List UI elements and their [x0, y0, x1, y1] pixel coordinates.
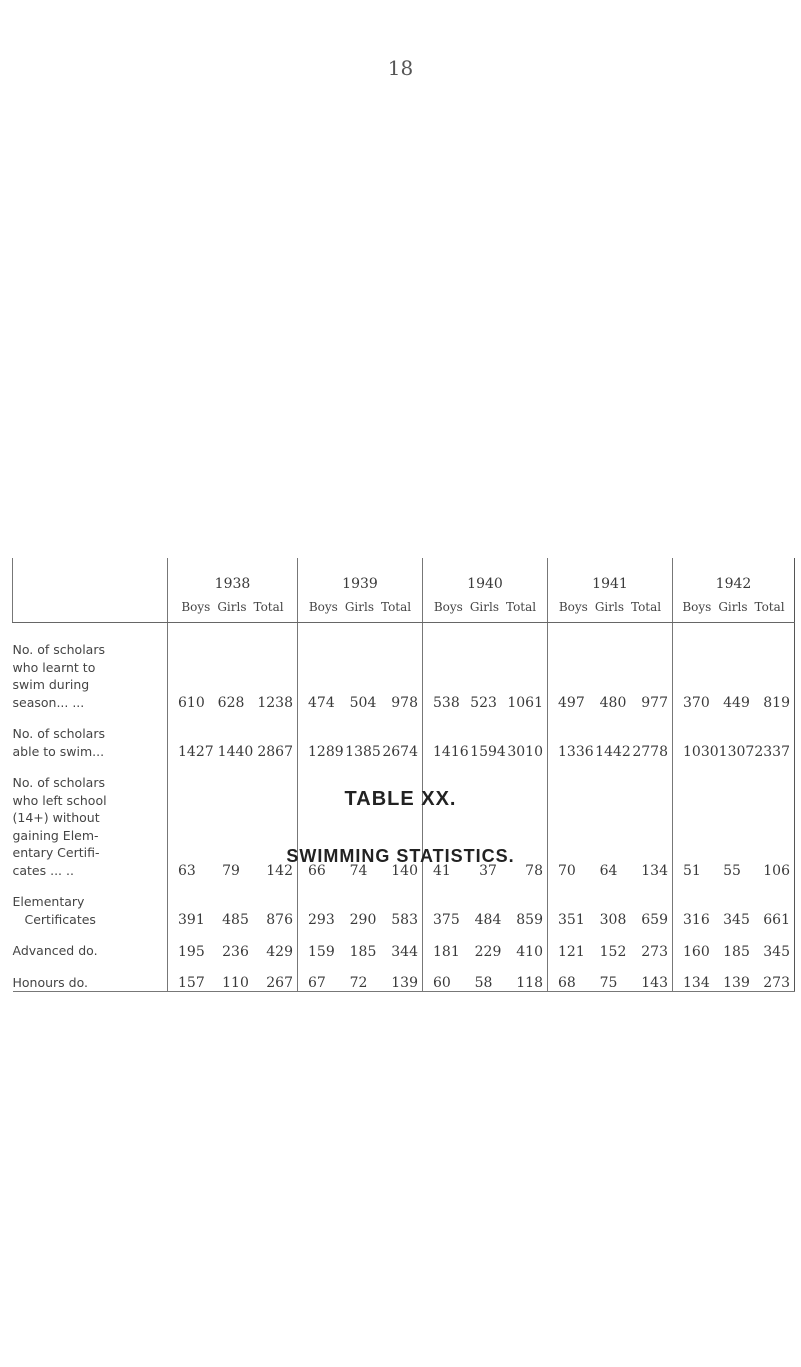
- year-header-1939: [298, 558, 423, 623]
- boys-value: 391: [178, 912, 205, 928]
- total-value: 2778: [632, 744, 668, 760]
- total-value: 140: [391, 863, 418, 879]
- boys-value: 293: [308, 912, 335, 928]
- boys-value: 316: [683, 912, 710, 928]
- girls-value: 1442: [595, 744, 631, 760]
- girls-value: 1385: [345, 744, 381, 760]
- row-label-line: season... ...: [12, 694, 85, 710]
- year-cell-1940: [423, 623, 548, 712]
- year-cell-1941: [548, 928, 673, 960]
- row-label-line: Advanced do.: [12, 943, 98, 958]
- year-cell-1939: [298, 879, 423, 928]
- boys-value: 63: [178, 863, 196, 879]
- table-row: [13, 623, 795, 712]
- girls-value: 1307: [718, 744, 755, 760]
- girls-value: 152: [599, 943, 627, 960]
- total-value: 273: [763, 975, 790, 991]
- girls-value: 139: [723, 975, 750, 991]
- year-cell-1942: [673, 711, 795, 760]
- total-value: 143: [641, 975, 668, 991]
- year-cell-1938: [168, 960, 298, 992]
- total-value: 659: [641, 912, 668, 928]
- boys-value: 134: [683, 975, 710, 991]
- header-corner: [13, 558, 168, 623]
- year-header-1941: [548, 558, 673, 623]
- total-value: 345: [763, 943, 790, 960]
- boys-value: 1416: [433, 744, 469, 760]
- row-label-line: No. of scholars: [12, 726, 105, 741]
- year-cell-1941: [548, 960, 673, 992]
- table-row: [13, 879, 795, 928]
- sub-header-boys: Boys: [308, 600, 338, 614]
- boys-value: 351: [558, 912, 585, 928]
- total-value: 3010: [507, 744, 543, 760]
- sub-header-girls: Girls: [718, 600, 748, 614]
- total-value: 267: [266, 975, 293, 991]
- total-value: 134: [641, 863, 668, 879]
- year-header-1940: [423, 558, 548, 623]
- girls-value: 628: [217, 695, 245, 711]
- boys-value: 1427: [178, 744, 214, 760]
- total-value: 1061: [507, 695, 543, 711]
- total-value: 661: [763, 912, 790, 928]
- table-title: TABLE XX.: [344, 788, 457, 810]
- row-label: [13, 623, 168, 712]
- year-cell-1938: [168, 879, 298, 928]
- table-row: [13, 960, 795, 992]
- boys-value: 375: [433, 912, 460, 928]
- girls-value: 55: [723, 863, 741, 879]
- total-value: 78: [525, 863, 543, 879]
- girls-value: 1440: [217, 744, 254, 760]
- girls-value: 504: [349, 695, 377, 711]
- girls-value: 64: [599, 863, 618, 879]
- girls-value: 480: [599, 695, 627, 711]
- row-label-line: who left school: [12, 792, 107, 808]
- table-row: [13, 711, 795, 760]
- year-cell-1939: [298, 711, 423, 760]
- total-value: 139: [391, 975, 418, 991]
- sub-header-boys: Boys: [558, 600, 588, 614]
- girls-value: 75: [599, 975, 618, 991]
- row-label-line: cates ... ..: [12, 862, 74, 878]
- row-label-line: entary Certifi-: [12, 845, 100, 860]
- girls-value: 484: [474, 912, 502, 928]
- boys-value: 1336: [558, 744, 594, 760]
- total-value: 273: [641, 943, 668, 960]
- boys-value: 157: [178, 975, 205, 991]
- year-cell-1940: [423, 960, 548, 992]
- sub-header-total: Total: [506, 600, 537, 614]
- boys-value: 68: [558, 975, 576, 991]
- girls-value: 185: [723, 943, 750, 960]
- boys-value: 181: [433, 943, 460, 960]
- sub-header-total: Total: [381, 600, 412, 614]
- year-cell-1941: [548, 711, 673, 760]
- girls-value: 74: [349, 863, 368, 879]
- row-label-line: (14+) without: [12, 810, 100, 825]
- year-label: 1938: [214, 576, 251, 592]
- row-label-line: gaining Elem-: [12, 827, 99, 843]
- boys-value: 160: [683, 943, 710, 960]
- total-value: 978: [391, 695, 418, 711]
- boys-value: 67: [308, 975, 326, 991]
- total-value: 410: [516, 943, 543, 960]
- sub-header-boys: Boys: [682, 600, 712, 614]
- girls-value: 290: [349, 912, 377, 928]
- boys-value: 51: [683, 863, 701, 879]
- total-value: 977: [641, 695, 668, 711]
- year-cell-1939: [298, 928, 423, 960]
- girls-value: 72: [349, 975, 368, 991]
- row-label: [13, 879, 168, 928]
- total-value: 344: [391, 943, 418, 960]
- total-value: 1238: [257, 695, 293, 711]
- year-cell-1941: [548, 623, 673, 712]
- girls-value: 236: [222, 943, 249, 960]
- total-value: 819: [763, 695, 790, 711]
- year-label: 1939: [342, 576, 378, 592]
- girls-value: 110: [222, 975, 249, 991]
- sub-header-girls: Girls: [344, 600, 374, 614]
- girls-value: 229: [474, 943, 502, 960]
- girls-value: 523: [470, 695, 497, 711]
- girls-value: 79: [222, 863, 240, 879]
- boys-value: 1030: [683, 744, 719, 760]
- year-cell-1942: [673, 879, 795, 928]
- year-cell-1939: [298, 960, 423, 992]
- total-value: 2337: [754, 744, 790, 760]
- sub-header-girls: Girls: [217, 600, 247, 614]
- total-value: 876: [266, 912, 293, 928]
- total-value: 142: [266, 863, 293, 879]
- sub-header-total: Total: [631, 600, 662, 614]
- year-cell-1938: [168, 711, 298, 760]
- boys-value: 610: [178, 695, 205, 711]
- sub-header-total: Total: [253, 600, 284, 614]
- total-value: 2867: [257, 744, 293, 760]
- year-cell-1942: [673, 960, 795, 992]
- year-cell-1939: [298, 623, 423, 712]
- year-label: 1940: [467, 576, 503, 592]
- total-value: 859: [516, 912, 543, 928]
- sub-header-girls: Girls: [594, 600, 624, 614]
- boys-value: 195: [178, 943, 205, 960]
- swimming-statistics-table: [12, 558, 795, 992]
- boys-value: 121: [558, 943, 585, 960]
- year-cell-1938: [168, 928, 298, 960]
- girls-value: 37: [479, 863, 497, 879]
- sub-header-boys: Boys: [433, 600, 463, 614]
- year-cell-1940: [423, 928, 548, 960]
- row-label: [13, 960, 168, 992]
- total-value: 106: [763, 863, 790, 879]
- boys-value: 60: [433, 975, 451, 991]
- sub-header-total: Total: [754, 600, 785, 614]
- sub-header-girls: Girls: [469, 600, 499, 614]
- row-label: [13, 928, 168, 960]
- boys-value: 538: [433, 695, 460, 711]
- boys-value: 474: [308, 695, 335, 711]
- table-row: [13, 928, 795, 960]
- total-value: 118: [516, 975, 543, 991]
- boys-value: 497: [558, 695, 585, 711]
- boys-value: 159: [308, 943, 335, 960]
- girls-value: 185: [349, 943, 377, 960]
- year-label: 1941: [592, 576, 628, 592]
- year-label: 1942: [715, 576, 752, 592]
- total-value: 583: [391, 912, 418, 928]
- page-number: 18: [387, 56, 414, 80]
- header-row: [13, 558, 795, 623]
- row-label-line: No. of scholars: [12, 642, 105, 657]
- girls-value: 485: [222, 912, 249, 928]
- year-cell-1942: [673, 623, 795, 712]
- row-label-line: Certificates: [24, 911, 96, 927]
- year-cell-1941: [548, 879, 673, 928]
- girls-value: 449: [723, 695, 750, 711]
- year-cell-1938: [168, 623, 298, 712]
- year-header-1942: [673, 558, 795, 623]
- boys-value: 1289: [308, 744, 344, 760]
- year-cell-1942: [673, 928, 795, 960]
- row-label-line: Elementary: [12, 894, 85, 909]
- table-subtitle: SWIMMING STATISTICS.: [286, 846, 515, 866]
- year-header-1938: [168, 558, 298, 623]
- row-label-line: able to swim...: [12, 743, 105, 759]
- row-label-line: No. of scholars: [12, 775, 105, 790]
- girls-value: 345: [723, 912, 750, 928]
- boys-value: 66: [308, 863, 326, 879]
- girls-value: 58: [474, 975, 493, 991]
- boys-value: 41: [433, 863, 451, 879]
- sub-header-boys: Boys: [181, 600, 211, 614]
- girls-value: 308: [599, 912, 627, 928]
- total-value: 429: [266, 943, 293, 960]
- year-cell-1940: [423, 711, 548, 760]
- row-label-line: swim during: [12, 677, 90, 692]
- year-cell-1940: [423, 879, 548, 928]
- row-label-line: who learnt to: [12, 659, 96, 675]
- boys-value: 370: [683, 695, 710, 711]
- total-value: 2674: [382, 744, 418, 760]
- girls-value: 1594: [470, 744, 506, 760]
- row-label: [13, 711, 168, 760]
- boys-value: 70: [558, 863, 576, 879]
- row-label-line: Honours do.: [12, 974, 89, 990]
